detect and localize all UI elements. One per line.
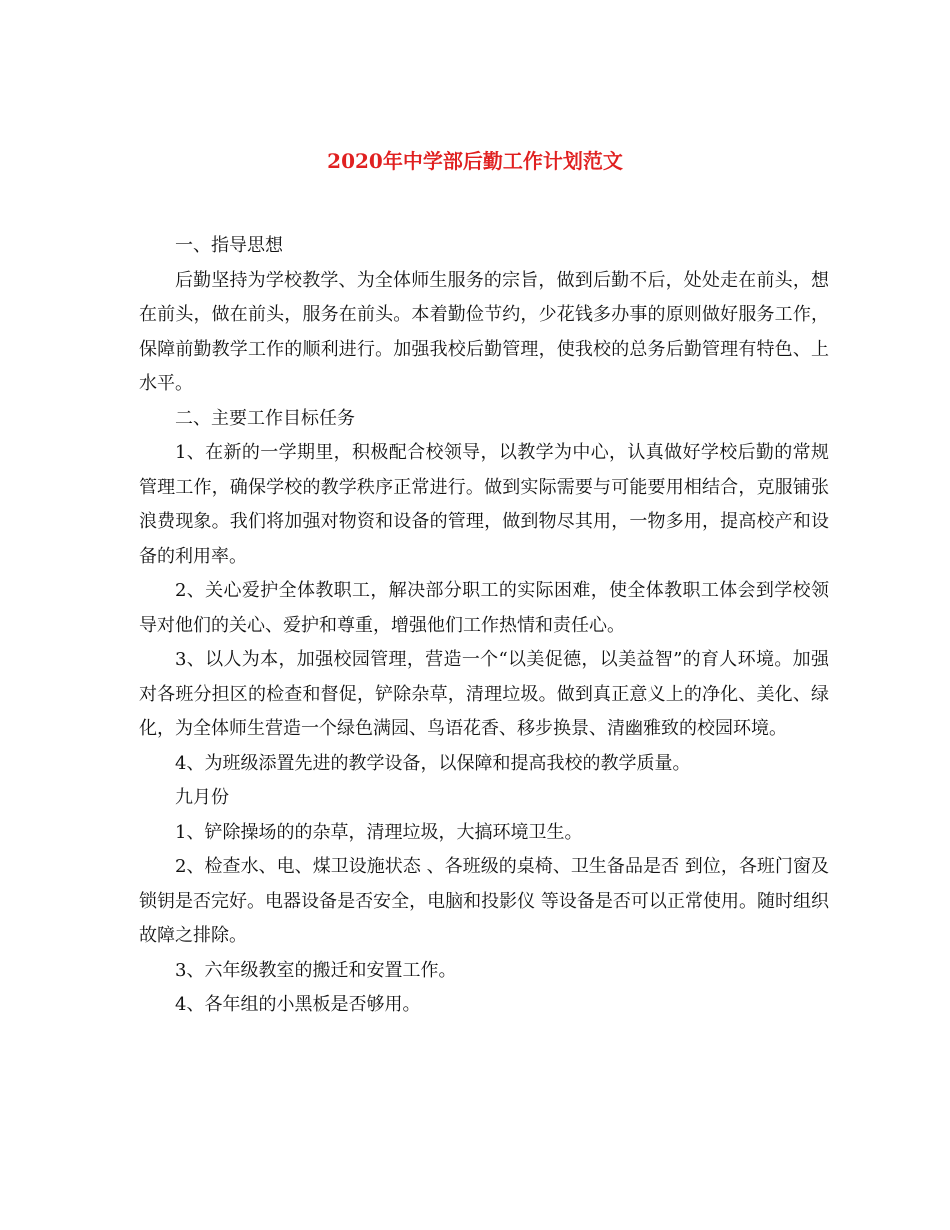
paragraph-september-2: 2、检查水、电、煤卫设施状态 、各班级的桌椅、卫生备品是否 到位，各班门窗及锁钥是否完好。电器设备是否安全，电脑和投影仪 等设备是否可以正常使用。随时组织故障之排除。 — [139, 856, 829, 946]
document-body — [139, 229, 829, 1023]
paragraph-september-3: 3、六年级教室的搬迁和安置工作。 — [175, 959, 457, 981]
section-heading-guiding-ideology: 一、指导思想 — [175, 235, 283, 256]
paragraph-september-4: 4、各年组的小黑板是否够用。 — [175, 994, 421, 1015]
paragraph-goal-1: 1、在新的一学期里，积极配合校领导，以教学为中心，认真做好学校后勤的常规管理工作，确保学校的教学秩序正常进行。做到实际需要与可能要用相结合，克服铺张浪费现象。我们将加强对物资和设备的管理，做到物尽其用，一物多用，提高校产和设备的利用率。 — [139, 442, 829, 567]
section-heading-september: 九月份 — [175, 787, 229, 808]
document-title: 2020年中学部后勤工作计划范文 — [327, 149, 623, 173]
paragraph-goal-3: 3、以人为本，加强校园管理，营造一个“以美促德，以美益智”的育人环境。加强对各班分担区的检查和督促，铲除杂草，清理垃圾。做到真正意义上的净化、美化、绿化，为全体师生营造一个绿色满园、鸟语花香、移步换景、清幽雅致的校园环境。 — [139, 649, 829, 739]
paragraph-september-1: 1、铲除操场的的杂草，清理垃圾，大搞环境卫生。 — [175, 821, 583, 843]
paragraph-goal-2: 2、关心爱护全体教职工，解决部分职工的实际困难，使全体教职工体会到学校领导对他们的关心、爱护和尊重，增强他们工作热情和责任心。 — [139, 580, 829, 636]
paragraph-goal-4: 4、为班级添置先进的教学设备，以保障和提高我校的教学质量。 — [175, 752, 691, 774]
section-heading-main-goals: 二、主要工作目标任务 — [175, 407, 355, 429]
paragraph-guiding-ideology: 后勤坚持为学校教学、为全体师生服务的宗旨，做到后勤不后，处处走在前头，想在前头，做在前头，服务在前头。本着勤俭节约，少花钱多办事的原则做好服务工作，保障前勤教学工作的顺利进行。加强我校后勤管理，使我校的总务后勤管理有特色、上水平。 — [139, 269, 829, 394]
